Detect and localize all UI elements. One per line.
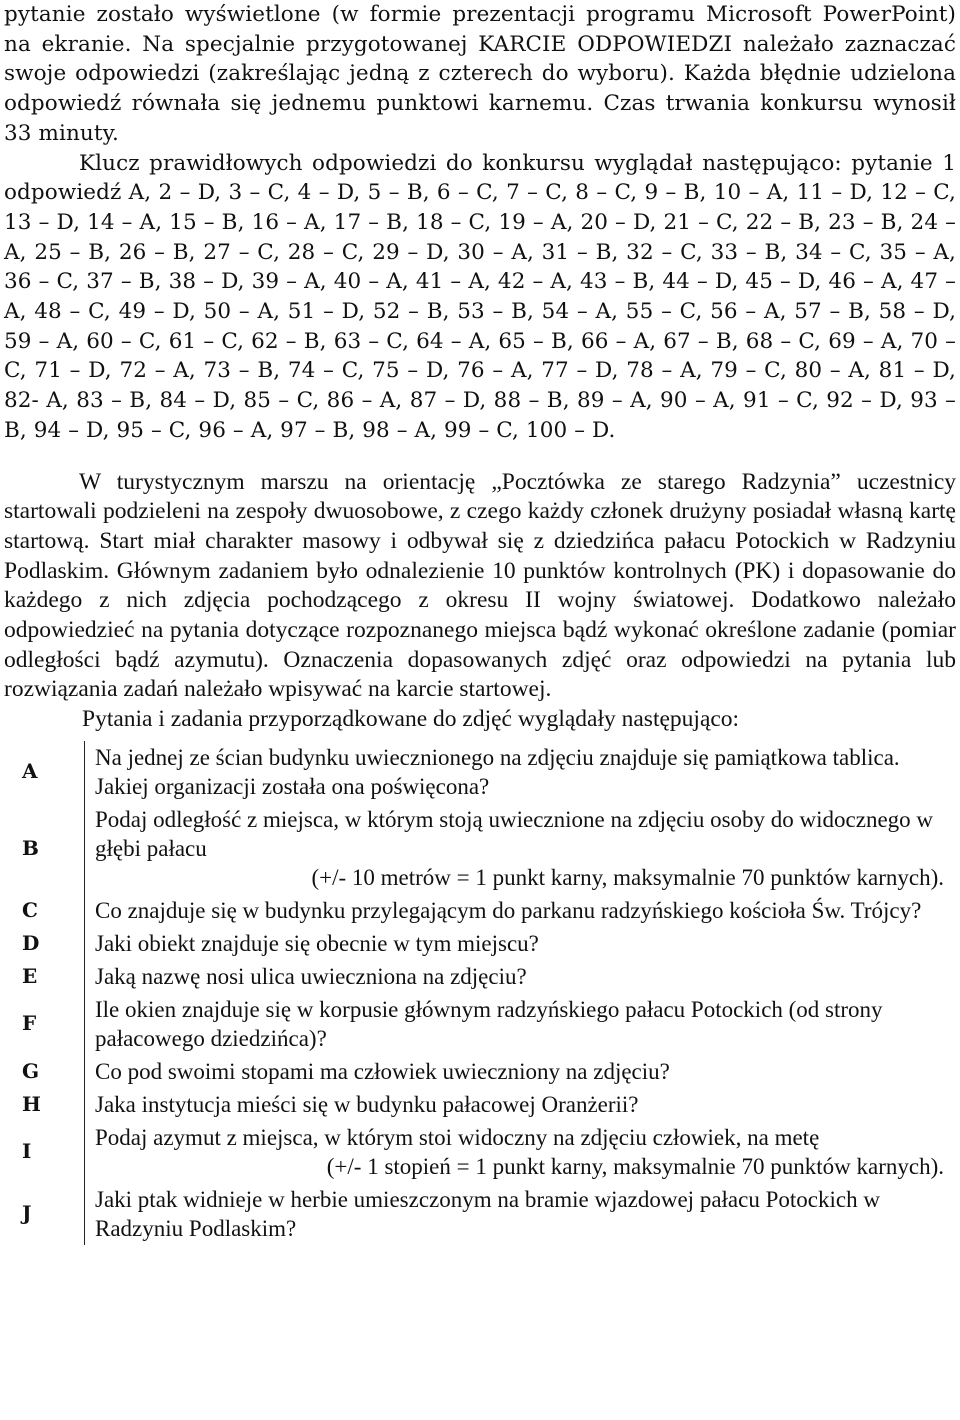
table-row xyxy=(4,1121,952,1183)
task-letter: C xyxy=(4,894,85,927)
task-penalty-note: (+/- 10 metrów = 1 punkt karny, maksymalnie 70 punktów karnych). xyxy=(311,864,944,890)
tasks-table-body xyxy=(4,741,952,1245)
task-letter: A xyxy=(4,741,85,803)
table-row xyxy=(4,927,952,960)
task-letter: J xyxy=(4,1183,85,1245)
table-row xyxy=(4,960,952,993)
task-question: Jaka instytucja mieści się w budynku pałacowej Oranżerii? xyxy=(95,1091,639,1117)
task-text-cell xyxy=(85,741,953,803)
task-penalty-note: (+/- 1 stopień = 1 punkt karny, maksymalnie 70 punktów karnych). xyxy=(326,1153,944,1179)
task-letter: I xyxy=(4,1121,85,1183)
task-letter: H xyxy=(4,1088,85,1121)
task-question: Ile okien znajduje się w korpusie głównym radzyńskiego pałacu Potockich (od strony pałacowego dziedzińca)? xyxy=(95,996,883,1051)
task-letter: E xyxy=(4,960,85,993)
task-text-cell xyxy=(85,1088,953,1121)
table-row xyxy=(4,803,952,894)
table-row xyxy=(4,741,952,803)
task-letter: G xyxy=(4,1055,85,1088)
task-letter: B xyxy=(4,803,85,894)
contest-rules-text: pytanie zostało wyświetlone (w formie prezentacji programu Microsoft PowerPoint) na ekranie. Na specjalnie przygotowanej KARCIE ODPOWIEDZI należało zaznaczać swoje odpowiedzi (zakreślając jedną z czterech do wyboru). Każda błędnie udzielona odpowiedź równała się jednemu punktowi karnemu. Czas trwania konkursu wynosił 33 minuty. xyxy=(4,2,956,146)
task-question: Co znajduje się w budynku przylegającym do parkanu radzyńskiego kościoła Św. Trójcy? xyxy=(95,897,922,923)
task-question: Podaj odległość z miejsca, w którym stoją uwiecznione na zdjęciu osoby do widocznego w głębi pałacu xyxy=(95,806,934,861)
contest-description xyxy=(4,0,956,446)
table-intro: Pytania i zadania przyporządkowane do zdjęć wyglądały następująco: xyxy=(82,706,740,733)
answer-key-text: Klucz prawidłowych odpowiedzi do konkursu wyglądał następująco: pytanie 1 odpowiedź A, 2 – D, 3 – C, 4 – D, 5 – B, 6 – C, 7 – C, 8 – C, 9 – B, 10 – A, 11 – D, 12 – C, 13 – D, 14 – A, 15 – B, 16 – A, 17 – B, 18 – C, 19 – A, 20 – D, 21 – C, 22 – B, 23 – B, 24 – A, 25 – B, 26 – B, 27 – C, 28 – C, 29 – D, 30 – A, 31 – B, 32 – C, 33 – B, 34 – C, 35 – A, 36 – C, 37 – B, 38 – D, 39 – A, 40 – A, 41 – A, 42 – A, 43 – B, 44 – D, 45 – D, 46 – A, 47 – A, 48 – C, 49 – D, 50 – A, 51 – D, 52 – B, 53 – B, 54 – A, 55 – C, 56 – A, 57 – B, 58 – D, 59 – A, 60 – C, 61 – C, 62 – B, 63 – C, 64 – A, 65 – B, 66 – A, 67 – B, 68 – C, 69 – A, 70 – C, 71 – D, 72 – A, 73 – B, 74 – C, 75 – D, 76 – A, 77 – D, 78 – A, 79 – C, 80 – A, 81 – D, 82- A, 83 – B, 84 – D, 85 – C, 86 – A, 87 – D, 88 – B, 89 – A, 90 – A, 91 – C, 92 – D, 93 – B, 94 – D, 95 – C, 96 – A, 97 – B, 98 – A, 99 – C, 100 – D. xyxy=(4,150,956,443)
table-row xyxy=(4,1055,952,1088)
task-question: Jaki ptak widnieje w herbie umieszczonym na bramie wjazdowej pałacu Potockich w Radzyniu Podlaskim? xyxy=(95,1186,880,1241)
march-description xyxy=(4,468,956,735)
tasks-table xyxy=(4,741,952,1245)
task-text-cell xyxy=(85,1055,953,1088)
task-question: Jaką nazwę nosi ulica uwieczniona na zdjęciu? xyxy=(95,963,527,989)
task-text-cell xyxy=(85,927,953,960)
table-row xyxy=(4,993,952,1055)
table-row xyxy=(4,1088,952,1121)
task-text-cell xyxy=(85,993,953,1055)
table-row xyxy=(4,1183,952,1245)
task-text-cell xyxy=(85,1183,953,1245)
task-text-cell xyxy=(85,803,953,894)
task-question: Co pod swoimi stopami ma człowiek uwieczniony na zdjęciu? xyxy=(95,1058,670,1084)
task-question: Jaki obiekt znajduje się obecnie w tym miejscu? xyxy=(95,930,539,956)
task-text-cell xyxy=(85,894,953,927)
task-text-cell xyxy=(85,960,953,993)
task-letter: D xyxy=(4,927,85,960)
task-question: Podaj azymut z miejsca, w którym stoi widoczny na zdjęciu człowiek, na metę xyxy=(95,1124,820,1150)
march-description-text: W turystycznym marszu na orientację „Pocztówka ze starego Radzynia” uczestnicy startowali podzieleni na zespoły dwuosobowe, z czego każdy członek drużyny posiadał własną kartę startową. Start miał charakter masowy i odbywał się z dziedzińca pałacu Potockich w Radzyniu Podlaskim. Głównym zadaniem było odnalezienie 10 punktów kontrolnych (PK) i dopasowanie do każdego z nich zdjęcia pochodzącego z okresu II wojny światowej. Dodatkowo należało odpowiedzieć na pytania dotyczące rozpoznanego miejsca bądź wykonać określone zadanie (pomiar odległości bądź azymutu). Oznaczenia dopasowanych zdjęć oraz odpowiedzi na pytania lub rozwiązania zadań należało wpisywać na karcie startowej. xyxy=(4,468,956,703)
table-row xyxy=(4,894,952,927)
task-text-cell xyxy=(85,1121,953,1183)
task-letter: F xyxy=(4,993,85,1055)
task-question: Na jednej ze ścian budynku uwiecznionego na zdjęciu znajduje się pamiątkowa tablica. Jakiej organizacji została ona poświęcona? xyxy=(95,744,900,799)
